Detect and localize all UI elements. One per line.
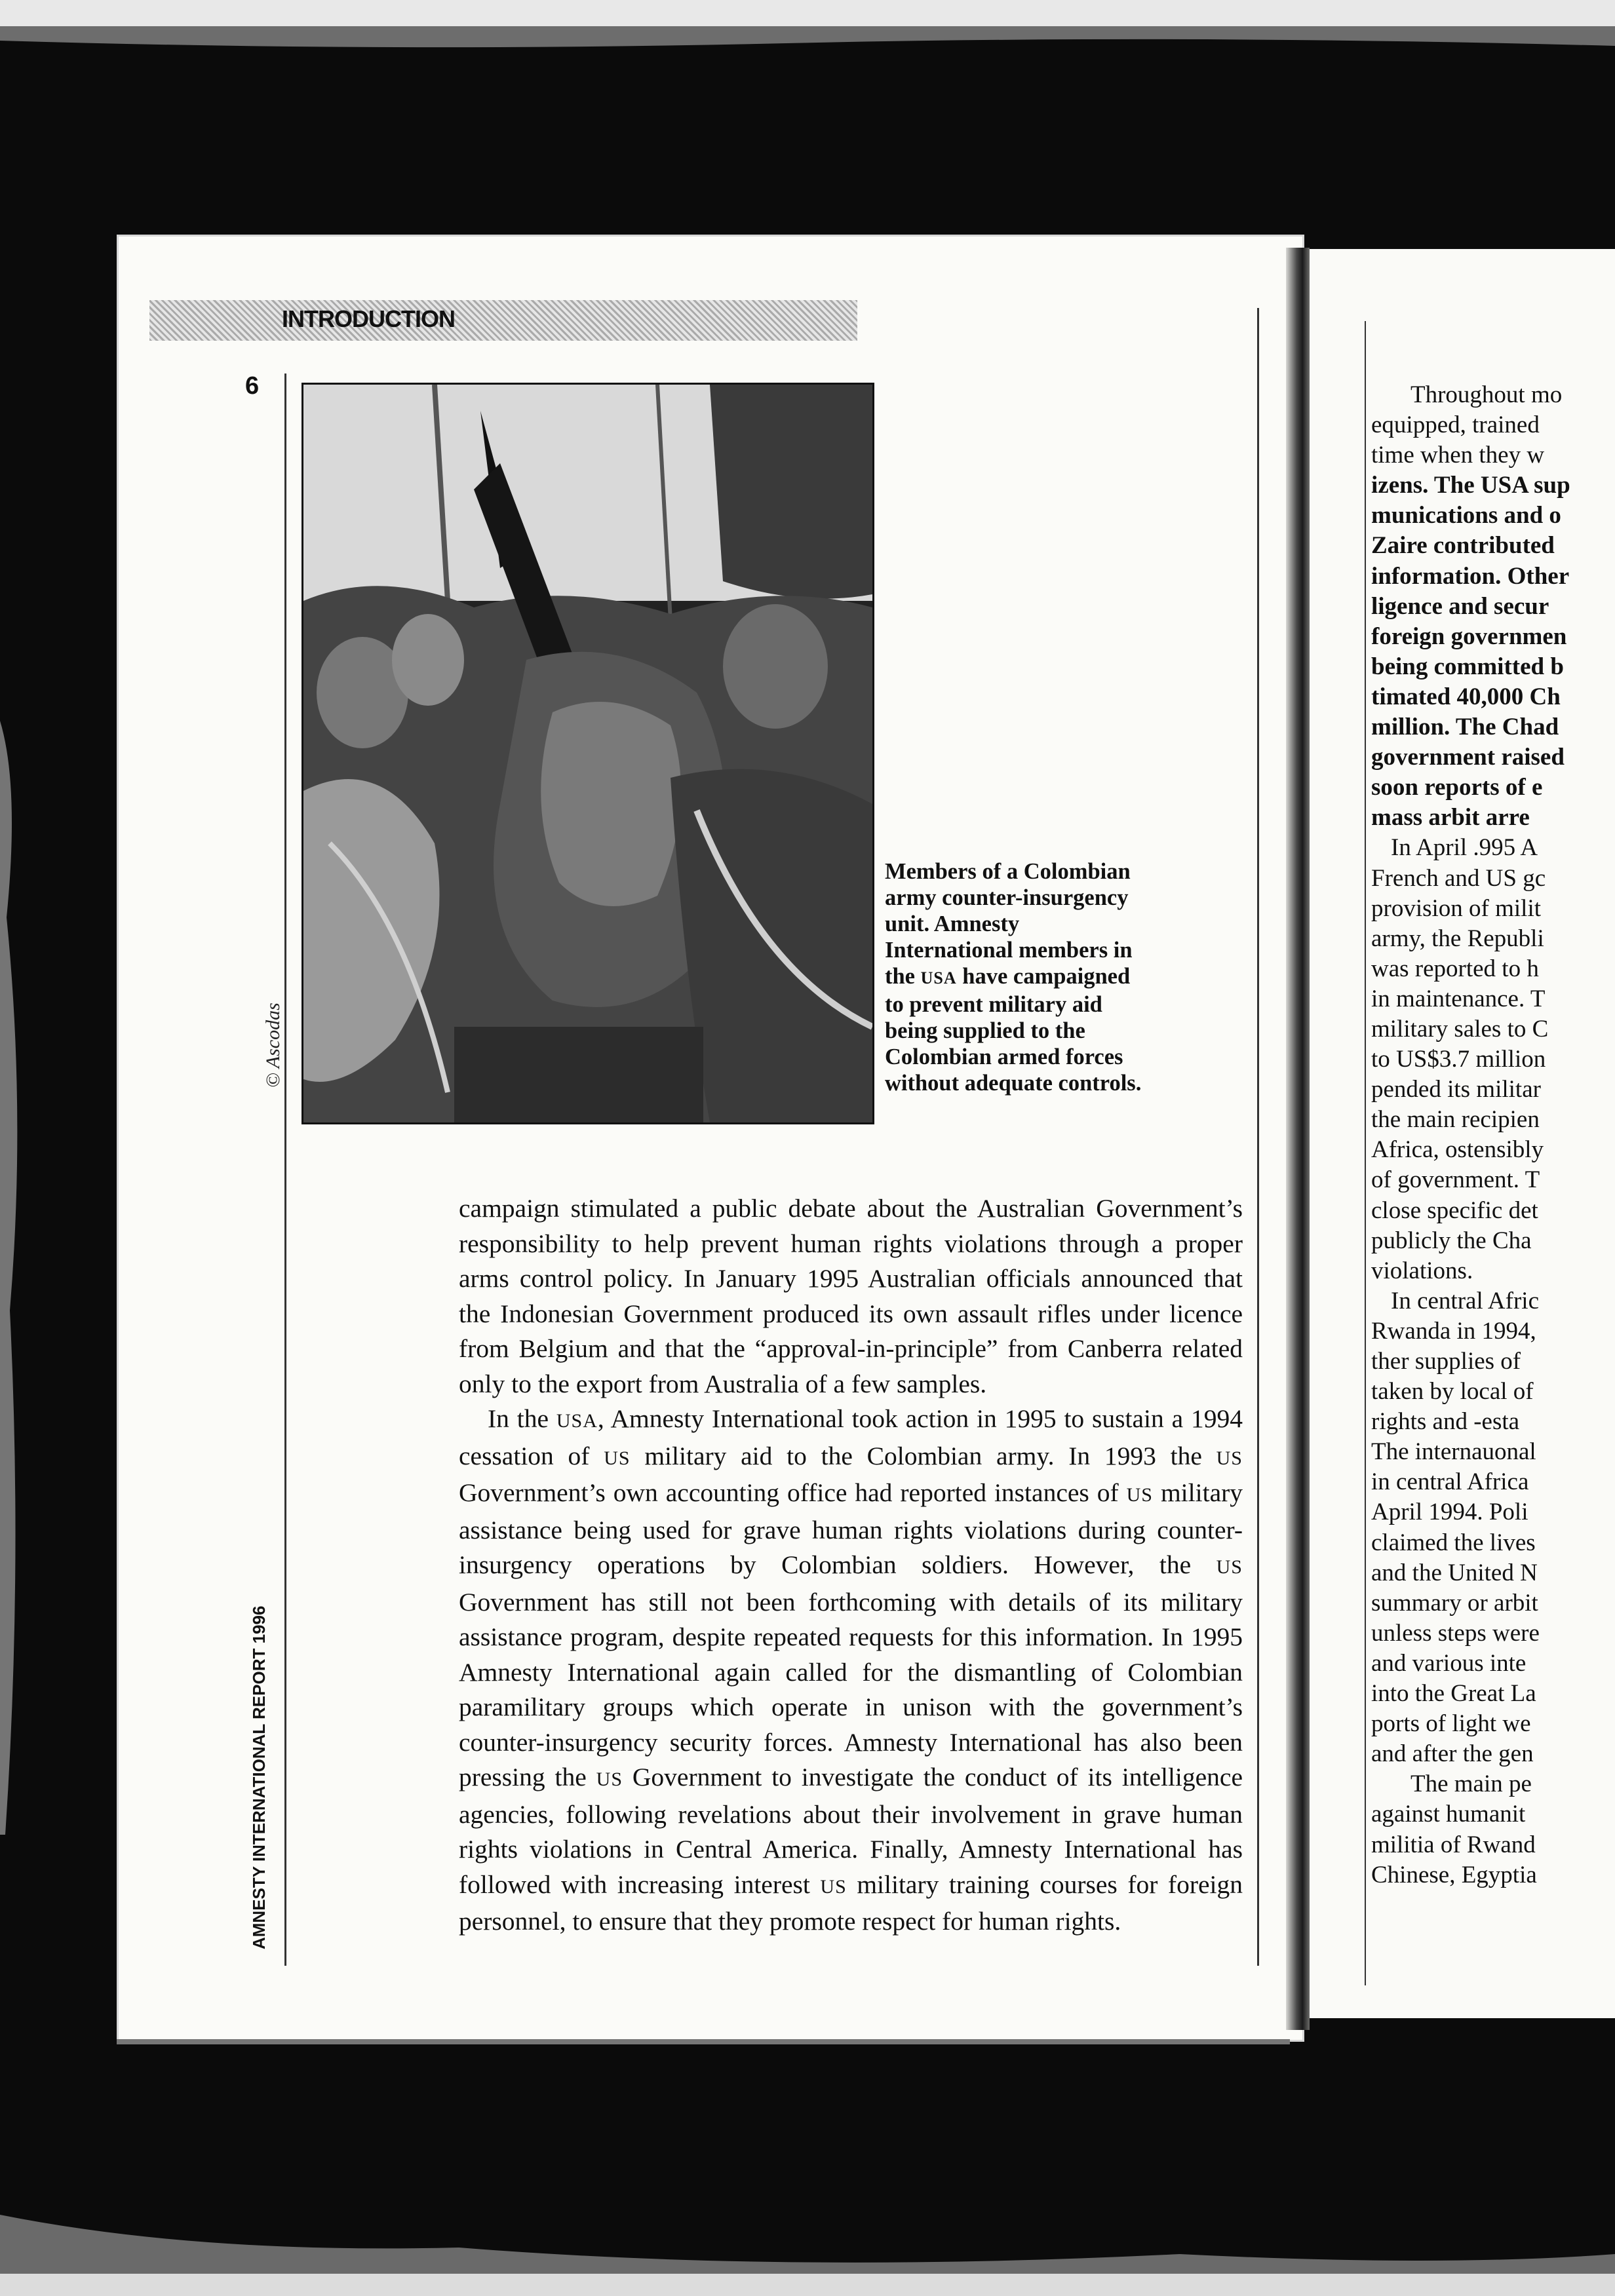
abbreviation: US <box>1126 1484 1153 1506</box>
right-column-line: government raised <box>1371 744 1565 771</box>
right-column-line: Africa, ostensibly <box>1371 1136 1544 1164</box>
right-column-line: into the Great La <box>1371 1680 1536 1708</box>
right-column-line: information. Other <box>1371 562 1570 590</box>
right-column-line: claimed the lives <box>1371 1529 1536 1556</box>
caption-line: without adequate controls. <box>885 1071 1142 1096</box>
right-column-line: The internauonal <box>1371 1438 1536 1466</box>
right-column-line: million. The Chad <box>1371 714 1559 741</box>
body-paragraph: campaign stimulated a public debate about the Australian Government’s responsibility to help prevent human rights violations through a proper arms control policy. In January 1995 Australian officials announced that the Indonesian Government produced its own assault rifles under licence from Belgium and that the “approval-in-principle” from Canberra related only to the export from Australia of a few samples. <box>459 1194 1243 1398</box>
book-gutter <box>1286 248 1310 2030</box>
caption-line: Members of a Colombian <box>885 859 1131 884</box>
right-column-line: military sales to C <box>1371 1015 1549 1043</box>
right-column-line: and the United N <box>1371 1559 1538 1586</box>
right-column-line: close specific det <box>1371 1196 1538 1224</box>
right-column-line: the main recipien <box>1371 1106 1540 1134</box>
right-column-line: of government. T <box>1371 1166 1540 1194</box>
right-column-line: and various inte <box>1371 1649 1527 1677</box>
right-column-line: foreign governmen <box>1371 622 1567 650</box>
right-column-line: timated 40,000 Ch <box>1371 683 1561 710</box>
caption-line: International members in <box>885 938 1133 963</box>
right-column-line: militia of Rwand <box>1371 1831 1536 1858</box>
right-column-line: publicly the Cha <box>1371 1227 1532 1254</box>
right-column-line: Zaire contributed <box>1371 532 1555 560</box>
body-paragraph: In the USA, Amnesty International took action in 1995 to sustain a 1994 cessation of US military aid to the Colombian army. In 1993 the US Government’s own accounting office had reported instances of US military assistance being used for grave human rights violations during counter-insurgency operations by Colombian soldiers. However, the US Government has still not been forthcoming with details of its military assistance program, despite repeated requests for this information. In 1995 Amnesty International again called for the dismantling of Colombian paramilitary groups which operate in unison with the government’s counter-insurgency security forces. Amnesty International has also been pressing the US Government to investigate the conduct of its intelligence agencies, following revelations about their involvement in grave human rights violations in Central America. Finally, Amnesty International has followed with increasing interest US military training courses for foreign personnel, to ensure that they promote respect for human rights. <box>459 1404 1243 1936</box>
right-page-column <box>1371 380 1615 1890</box>
right-column-line: ports of light we <box>1371 1710 1531 1738</box>
section-header-label: INTRODUCTION <box>282 305 455 332</box>
right-column-line: violations. <box>1371 1257 1473 1284</box>
page-number: 6 <box>245 372 260 400</box>
right-column-line: in central Africa <box>1371 1468 1529 1496</box>
section-header-bar <box>149 300 857 341</box>
right-column-line: provision of milit <box>1371 894 1541 922</box>
abbreviation: USA <box>556 1410 598 1432</box>
caption-line: Colombian armed forces <box>885 1044 1123 1069</box>
photo-credit: © Ascodas <box>262 1003 284 1088</box>
right-column-line: and after the gen <box>1371 1740 1534 1768</box>
right-column-line: against humanit <box>1371 1801 1526 1828</box>
right-column-line: munications and o <box>1371 502 1561 529</box>
right-column-line: The main pe <box>1411 1770 1532 1798</box>
right-column-line: French and US gc <box>1371 864 1546 892</box>
abbreviation: US <box>1216 1447 1243 1469</box>
photo-illustration <box>303 385 872 1122</box>
right-column-line: mass arbit arre <box>1371 804 1530 832</box>
soldiers-photograph <box>302 383 874 1124</box>
right-column-line: pended its militar <box>1371 1076 1541 1103</box>
caption-line: army counter-insurgency <box>885 885 1129 910</box>
abbreviation: US <box>820 1875 847 1898</box>
abbreviation: US <box>596 1769 623 1790</box>
right-column-line: taken by local of <box>1371 1378 1534 1406</box>
right-column-line: army, the Republi <box>1371 925 1544 952</box>
right-column-line: summary or arbit <box>1371 1589 1538 1617</box>
right-column-line: unless steps were <box>1371 1619 1540 1647</box>
right-column-line: In April .995 A <box>1391 834 1538 862</box>
right-column-line: soon reports of e <box>1371 774 1543 801</box>
caption-line: unit. Amnesty <box>885 911 1020 936</box>
page-bottom-edge <box>117 2039 1290 2044</box>
right-column-line: In central Afric <box>1391 1287 1539 1314</box>
photo-caption <box>885 858 1199 1096</box>
right-column-line: rights and -esta <box>1371 1408 1520 1436</box>
right-column-line: to US$3.7 million <box>1371 1046 1546 1073</box>
right-column-line: in maintenance. T <box>1371 985 1546 1012</box>
left-margin-rule <box>284 373 286 1966</box>
right-column-line: April 1994. Poli <box>1371 1499 1528 1526</box>
right-margin-rule <box>1257 308 1259 1966</box>
right-column-line: ther supplies of <box>1371 1348 1521 1375</box>
right-column-line: Rwanda in 1994, <box>1371 1317 1536 1345</box>
right-column-line: Chinese, Egyptia <box>1371 1861 1537 1888</box>
right-column-line: ligence and secur <box>1371 592 1549 620</box>
right-column-line: equipped, trained <box>1371 411 1540 439</box>
right-column-line: was reported to h <box>1371 955 1539 982</box>
right-column-line: being committed b <box>1371 653 1564 680</box>
abbreviation: US <box>1216 1556 1243 1578</box>
running-footer: AMNESTY INTERNATIONAL REPORT 1996 <box>249 1605 269 1949</box>
caption-line: to prevent military aid <box>885 992 1102 1017</box>
right-column-line: time when they w <box>1371 442 1545 469</box>
caption-line: the USA have campaigned <box>885 964 1131 989</box>
abbreviation: US <box>604 1447 631 1469</box>
right-column-line: izens. The USA sup <box>1371 472 1570 499</box>
body-text <box>459 1191 1243 1940</box>
right-column-line: Throughout mo <box>1411 381 1563 408</box>
caption-line: being supplied to the <box>885 1018 1085 1043</box>
right-page-rule <box>1365 321 1366 1985</box>
